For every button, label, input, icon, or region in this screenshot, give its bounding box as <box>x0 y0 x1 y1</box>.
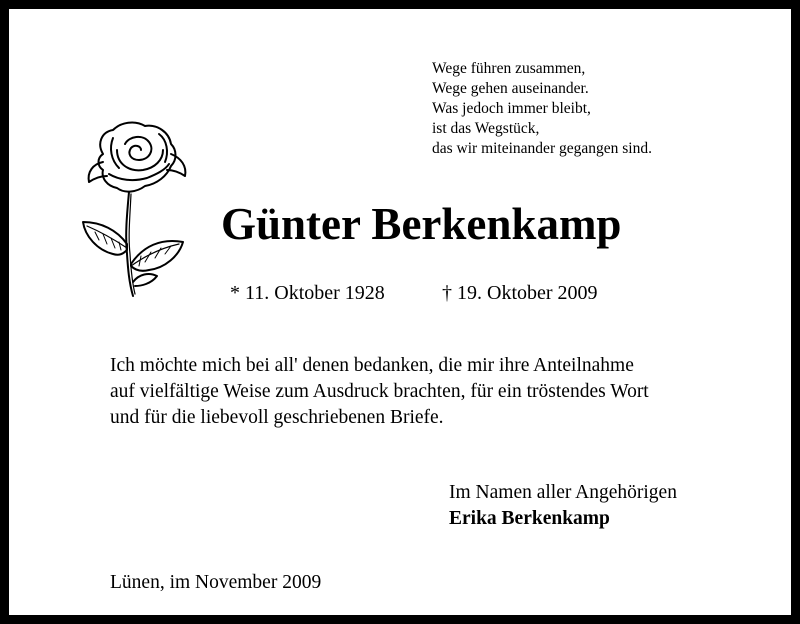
message-line: auf vielfältige Weise zum Ausdruck brachten, für ein tröstendes Wort <box>110 381 649 402</box>
poem-line: Wege gehen auseinander. <box>432 80 589 97</box>
signature-intro: Im Namen aller Angehörigen <box>449 482 677 503</box>
signer-name: Erika Berkenkamp <box>449 508 610 529</box>
rose-icon <box>73 114 198 304</box>
poem <box>432 59 772 159</box>
poem-line: Was jedoch immer bleibt, <box>432 100 591 117</box>
poem-line: das wir miteinander gegangen sind. <box>432 140 652 157</box>
signature-block <box>449 481 677 531</box>
message-line: Ich möchte mich bei all' denen bedanken, die mir ihre Anteilnahme <box>110 355 634 376</box>
thank-you-message <box>110 353 750 431</box>
death-date: † 19. Oktober 2009 <box>442 282 598 304</box>
place-and-date: Lünen, im November 2009 <box>110 572 322 593</box>
poem-line: Wege führen zusammen, <box>432 60 586 77</box>
deceased-name: Günter Berkenkamp <box>221 199 622 249</box>
birth-date: * 11. Oktober 1928 <box>230 282 385 304</box>
poem-line: ist das Wegstück, <box>432 120 540 137</box>
message-line: und für die liebevoll geschriebenen Briefe. <box>110 407 444 428</box>
